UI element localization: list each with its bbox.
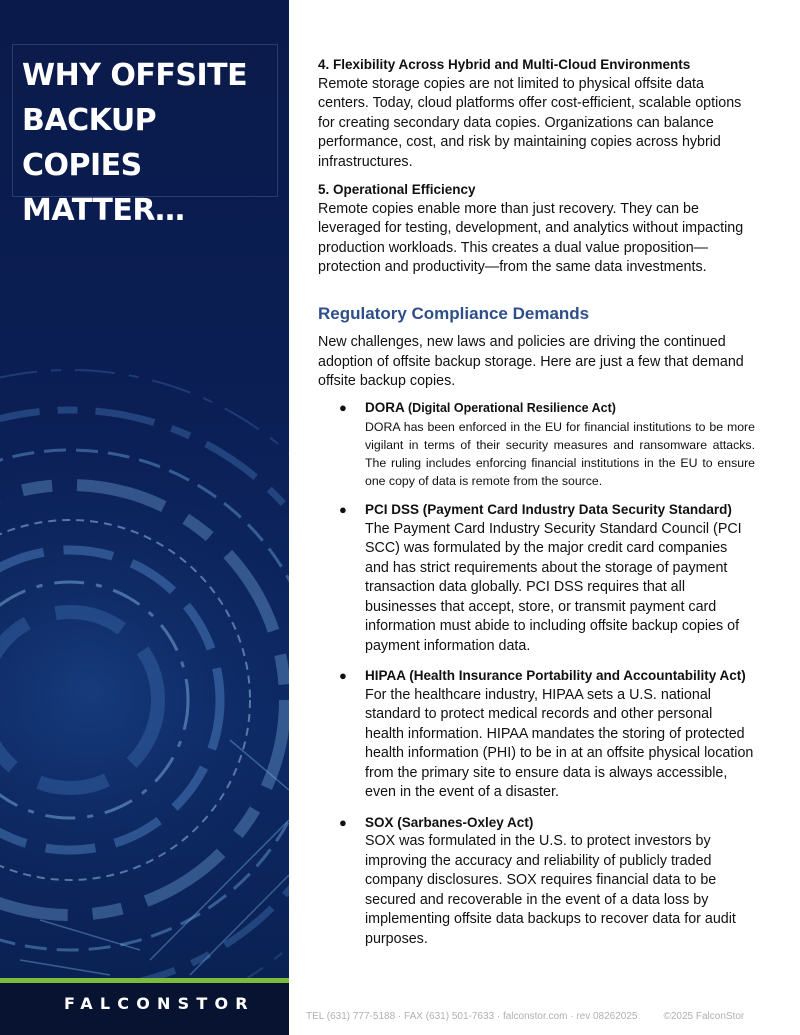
sox-title: SOX (Sarbanes-Oxley Act) xyxy=(365,814,534,830)
sidebar-title-line-3: MATTER… xyxy=(22,193,185,228)
bullet-icon: ● xyxy=(339,668,347,683)
section-heading: Regulatory Compliance Demands xyxy=(318,303,590,323)
bullet-icon: ● xyxy=(339,502,347,517)
hipaa-title: HIPAA (Health Insurance Portability and Accountability Act) xyxy=(365,668,746,683)
list-item-pci-dss xyxy=(318,500,755,656)
item-4-body: Remote storage copies are not limited to physical offsite data centers. Today, cloud platforms offer cost-efficient, scalable options for creating secondary data copies. Organizations can balance performance, cost, and risk by maintaining copies across hybrid infrastructures. xyxy=(318,75,742,170)
list-item-hipaa xyxy=(318,666,755,803)
list-item-sox xyxy=(318,813,755,950)
sidebar-panel xyxy=(0,0,289,1035)
item-4-heading: 4. Flexibility Across Hybrid and Multi-Cloud Environments xyxy=(318,57,691,72)
dora-title xyxy=(365,398,755,419)
title-box xyxy=(12,44,278,228)
main-content xyxy=(318,55,755,959)
regulation-list xyxy=(318,398,755,950)
bullet-icon: ● xyxy=(339,399,347,415)
item-5-body: Remote copies enable more than just recovery. They can be leveraged for testing, development, and analytics without impacting production workloads. This creates a dual value proposition—protection and productivity—from the same data investments. xyxy=(318,200,744,275)
sox-body: SOX was formulated in the U.S. to protect investors by improving the accuracy and reliability of publicly traded company disclosures. SOX requires financial data to be secured and recoverable in the event of a data loss by implementing offsite data backups to recover data for audit purposes. xyxy=(365,833,736,947)
bullet-icon: ● xyxy=(339,814,347,830)
dora-title-paren: (Digital Operational Resilience Act) xyxy=(408,400,616,415)
page-footer xyxy=(306,1011,744,1022)
footer-copyright: ©2025 FalconStor xyxy=(663,1011,745,1022)
sidebar-title-line-1: WHY OFFSITE xyxy=(22,58,248,93)
footer-contact: TEL (631) 777-5188 · FAX (631) 501-7633 · falconstor.com · rev 08262025 xyxy=(306,1011,638,1022)
falconstor-logo: FALCONSTOR xyxy=(64,994,255,1013)
pci-dss-title: PCI DSS (Payment Card Industry Data Security Standard) xyxy=(365,502,732,517)
hipaa-body: For the healthcare industry, HIPAA sets a U.S. national standard to protect medical records and other personal health information. HIPAA mandates the storing of protected health information (PHI) to be in at an offsite physical location from the primary site to ensure data is always accessible, even in the event of a disaster. xyxy=(365,686,754,800)
item-5-heading: 5. Operational Efficiency xyxy=(318,182,476,197)
sidebar-title-line-2: BACKUP COPIES xyxy=(22,103,157,183)
list-item-dora xyxy=(318,398,755,491)
dora-body: DORA has been enforced in the EU for financial institutions to be more vigilant in terms of their security measures and ransomware attacks. The ruling includes enforcing financial institutions in the EU to ensure one copy of data is remote from the source. xyxy=(365,420,755,488)
pci-dss-body: The Payment Card Industry Security Standard Council (PCI SCC) was formulated by the major credit card companies and has strict requirements about the storage of payment transaction data globally. PCI DSS requires that all businesses that accept, store, or transmit payment card information must abide to including offsite backup copies of payment information data. xyxy=(365,520,742,654)
dora-title-main: DORA xyxy=(365,399,405,415)
section-intro: New challenges, new laws and policies are driving the continued adoption of offsite backup storage. Here are just a few that demand offsite backup copies. xyxy=(318,334,744,389)
